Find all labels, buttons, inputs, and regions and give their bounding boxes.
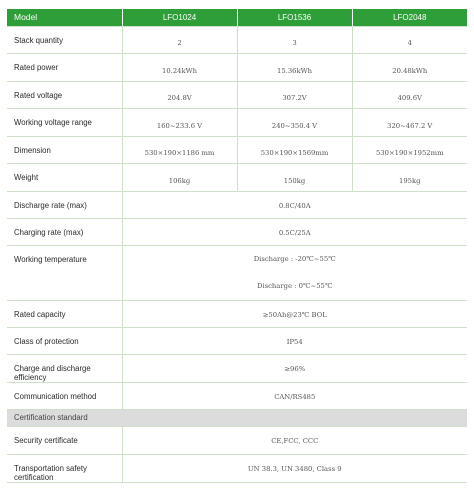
table-row [7,136,467,163]
table-row [7,382,467,409]
cell-value: 15.36kWh [237,53,352,81]
row-label: Charging rate (max) [7,218,122,245]
cell-value: 0.8C/40A [122,191,467,218]
table-row [7,218,467,245]
model-lfo1536: LFO1536 [237,9,352,26]
table-row [7,163,467,191]
row-label: Discharge rate (max) [7,191,122,218]
cell-value: 4 [352,26,467,53]
row-label: Class of protection [7,327,122,354]
table-row [7,245,467,300]
cell-value: 2 [122,26,237,53]
row-label: Dimension [7,136,122,163]
model-lfo1024: LFO1024 [122,9,237,26]
row-label: Working temperature [7,245,122,300]
row-label: Rated power [7,53,122,81]
cell-value: 3 [237,26,352,53]
cell-value: 530×190×1952mm [352,136,467,163]
cell-value: 409.6V [352,81,467,108]
table-row [7,454,467,482]
spec-table [7,9,467,483]
cell-value: 10.24kWh [122,53,237,81]
certification-section-title: Certification standard [7,409,467,426]
temperature-discharge: Discharge : -20℃~55℃ [253,254,336,263]
cell-value: CE,FCC, CCC [122,426,467,454]
cell-value: 307.2V [237,81,352,108]
section-row [7,409,467,426]
cell-value: IP54 [122,327,467,354]
table-row [7,53,467,81]
cell-value: 20.48kWh [352,53,467,81]
row-label: Working voltage range [7,108,122,136]
row-label: Transportation safety certification [7,454,122,482]
temperature-values [122,245,467,300]
row-label: Weight [7,163,122,191]
table-row [7,191,467,218]
cell-value: 160~233.6 V [122,108,237,136]
cell-value: CAN/RS485 [122,382,467,409]
cell-value: 150kg [237,163,352,191]
table-row [7,354,467,382]
cell-value: 0.5C/25A [122,218,467,245]
cell-value: 240~350.4 V [237,108,352,136]
cell-value: UN 38.3, UN 3480, Class 9 [122,454,467,482]
header-row [7,9,467,26]
cell-value: 195kg [352,163,467,191]
cell-value: 530×190×1569mm [237,136,352,163]
cell-value: ≥50Ah@23℃ BOL [122,300,467,327]
row-label: Stack quantity [7,26,122,53]
row-label: Communication method [7,382,122,409]
row-label: Charge and discharge efficiency [7,354,122,382]
temperature-charge: Discharge : 0℃~55℃ [257,281,333,290]
table-row [7,327,467,354]
cell-value: 106kg [122,163,237,191]
model-lfo2048: LFO2048 [352,9,467,26]
table-row [7,300,467,327]
table-row [7,26,467,53]
table-row [7,426,467,454]
table-row [7,81,467,108]
row-label: Security certificate [7,426,122,454]
cell-value: 320~467.2 V [352,108,467,136]
cell-value: ≥96% [122,354,467,382]
row-label: Rated voltage [7,81,122,108]
row-label: Rated capacity [7,300,122,327]
cell-value: 204.8V [122,81,237,108]
cell-value: 530×190×1186 mm [122,136,237,163]
table-row [7,108,467,136]
model-header: Model [7,9,122,26]
